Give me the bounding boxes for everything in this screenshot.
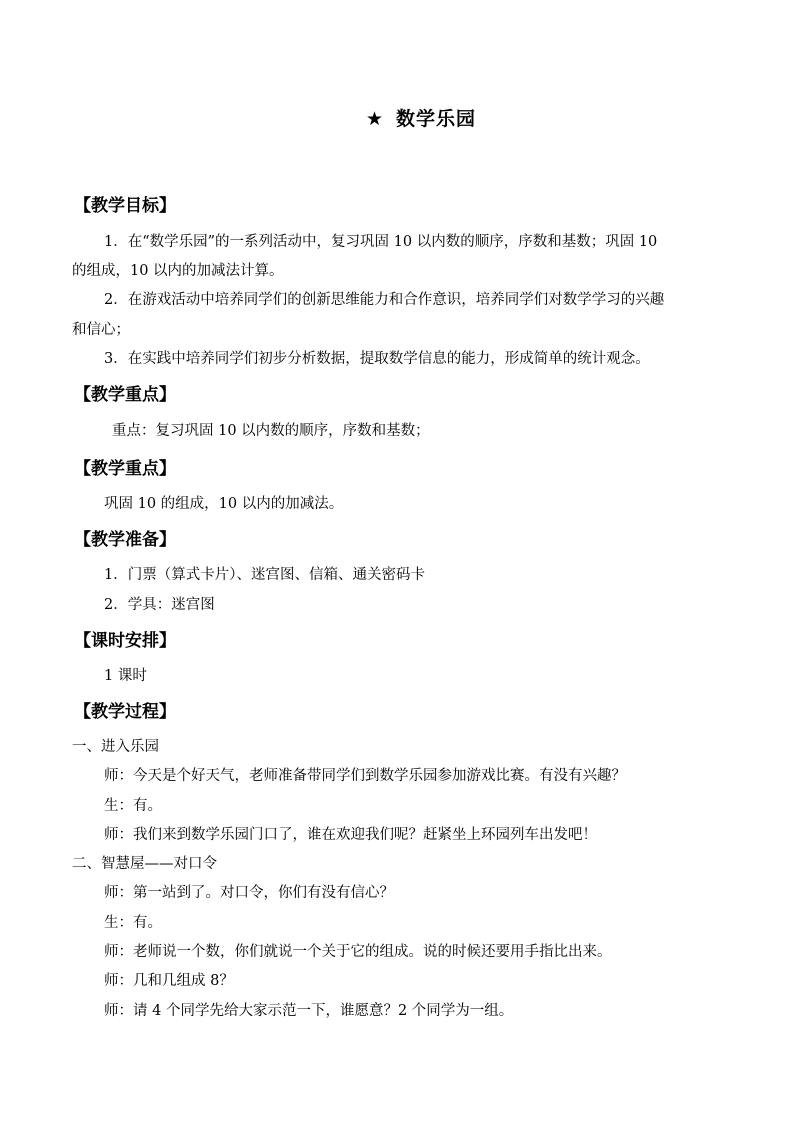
process-part-2-title: 二、智慧屋——对口令 (72, 856, 217, 872)
star-icon: ★ (365, 108, 385, 130)
document-title (0, 104, 794, 131)
heading-key-points: 【教学重点】 (74, 385, 176, 405)
process-part-2-line-2: 生：有。 (104, 915, 162, 931)
preparation-item-2: 2．学具：迷宫图 (104, 597, 215, 613)
process-part-2-line-4: 师：几和几组成 8？ (104, 973, 234, 989)
process-part-1-line-3: 师：我们来到数学乐园门口了，谁在欢迎我们呢？赶紧坐上环园列车出发吧！ (104, 827, 597, 843)
title-text: 数学乐园 (396, 108, 477, 130)
process-part-1-line-2: 生：有。 (104, 798, 162, 814)
goal-item-1-line-2: 的组成，10 以内的加减法计算。 (72, 263, 284, 279)
process-part-2-line-5: 师：请 4 个同学先给大家示范一下，谁愿意？2 个同学为一组。 (104, 1003, 514, 1019)
process-part-1-title: 一、进入乐园 (72, 739, 159, 755)
goal-item-2-line-2: 和信心； (72, 322, 130, 338)
heading-schedule: 【课时安排】 (74, 631, 176, 651)
preparation-item-1: 1．门票（算式卡片）、迷宫图、信箱、通关密码卡 (104, 567, 425, 583)
key-point-2-text: 巩固 10 的组成，10 以内的加减法。 (104, 496, 344, 512)
goal-item-3: 3．在实践中培养同学们初步分析数据，提取数学信息的能力，形成简单的统计观念。 (104, 351, 650, 367)
schedule-text: 1 课时 (104, 668, 147, 684)
goal-item-1-line-1: 1．在“数学乐园”的一系列活动中，复习巩固 10 以内数的顺序，序数和基数；巩固 10 (104, 234, 658, 250)
process-part-2-line-3: 师：老师说一个数，你们就说一个关于它的组成。说的时候还要用手指比出来。 (104, 944, 612, 960)
heading-process: 【教学过程】 (74, 702, 176, 722)
process-part-2-line-1: 师：第一站到了。对口令，你们有没有信心？ (104, 885, 394, 901)
process-part-1-line-1: 师：今天是个好天气，老师准备带同学们到数学乐园参加游戏比赛。有没有兴趣？ (104, 768, 626, 784)
heading-teaching-goals: 【教学目标】 (74, 196, 176, 216)
heading-key-points-2: 【教学重点】 (74, 459, 176, 479)
key-point-text: 重点：复习巩固 10 以内数的顺序，序数和基数； (112, 423, 430, 439)
heading-preparation: 【教学准备】 (74, 530, 176, 550)
goal-item-2-line-1: 2．在游戏活动中培养同学们的创新思维能力和合作意识，培养同学们对数学学习的兴趣 (104, 292, 665, 308)
